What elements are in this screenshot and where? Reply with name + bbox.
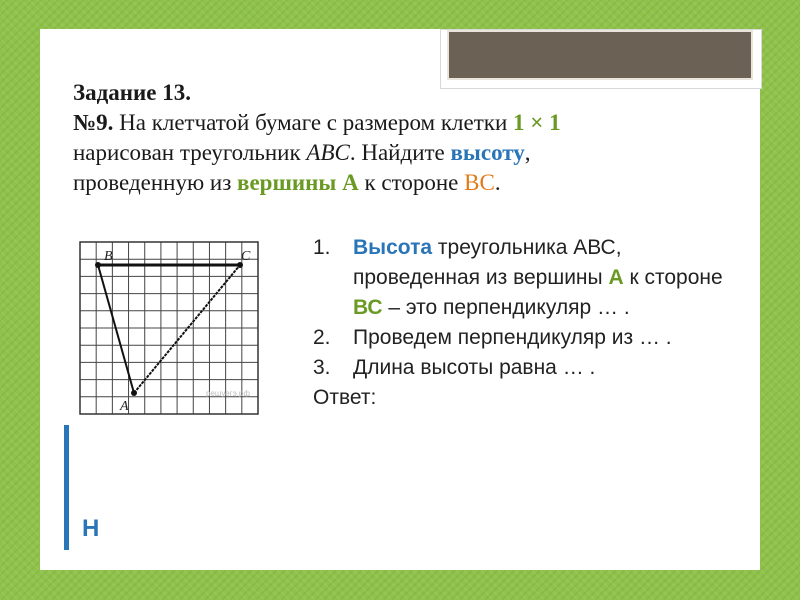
item-number: 3. <box>313 356 331 379</box>
vertex-word: вершины А <box>237 170 359 195</box>
item-number: 2. <box>313 326 331 349</box>
task-text: , <box>524 140 531 165</box>
side-letters: ВС <box>353 296 383 319</box>
footer-letter: Н <box>82 515 100 542</box>
grid-triangle-figure <box>78 240 260 416</box>
item-text: к стороне <box>623 266 723 289</box>
task-text: проведенную из <box>73 170 238 195</box>
answer-list <box>313 233 743 413</box>
list-item <box>313 353 743 383</box>
triangle-name: ABC <box>306 140 350 165</box>
task-text: На клетчатой бумаге с размером клетки <box>113 110 514 135</box>
vertex-letter: А <box>608 266 624 289</box>
watermark: решуегэ.рф <box>206 389 250 398</box>
item-text: Длина высоты равна … . <box>353 356 596 379</box>
height-word: высоту <box>450 140 525 165</box>
task-text: к стороне <box>358 170 465 195</box>
list-item <box>313 323 743 353</box>
side-word: ВС <box>464 170 495 195</box>
accent-bar <box>64 425 69 550</box>
side-ac <box>134 265 240 393</box>
vertex-b-dot <box>95 262 101 268</box>
answer-label: Ответ: <box>313 386 377 409</box>
task-text: . <box>494 170 501 195</box>
task-text: нарисован треугольник <box>73 140 307 165</box>
task-title: Задание 13. <box>73 80 191 105</box>
task-number: №9. <box>73 110 114 135</box>
height-word: Высота <box>353 236 433 259</box>
cell-size: 1 × 1 <box>513 110 561 135</box>
item-text: Проведем перпендикуляр из … . <box>353 326 672 349</box>
item-text: треугольника АВС, проведенная из вершины <box>353 236 622 289</box>
item-text: – это перпендикуляр … . <box>382 296 630 319</box>
task-heading <box>73 78 713 198</box>
vertex-a-dot <box>131 390 137 396</box>
list-item <box>313 233 743 323</box>
label-c: C <box>241 249 251 264</box>
label-b: B <box>104 249 113 264</box>
item-number: 1. <box>313 236 331 259</box>
label-a: A <box>120 399 129 414</box>
task-text: . Найдите <box>349 140 451 165</box>
